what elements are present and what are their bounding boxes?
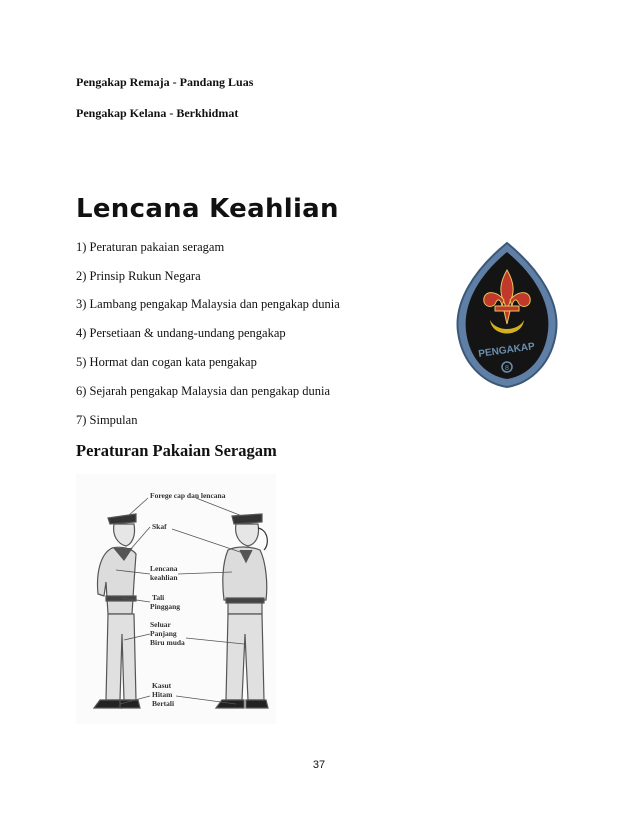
label-kasut-3: Bertali xyxy=(152,699,175,708)
list-item: 7) Simpulan xyxy=(76,413,138,427)
list-item: 2) Prinsip Rukun Negara xyxy=(76,269,201,283)
list-item: 3) Lambang pengakap Malaysia dan pengakap dunia xyxy=(76,297,340,311)
label-skaf: Skaf xyxy=(152,522,167,531)
scout-badge-image xyxy=(452,240,562,390)
motto-kelana: Pengakap Kelana - Berkhidmat xyxy=(76,106,239,120)
motto-remaja: Pengakap Remaja - Pandang Luas xyxy=(76,75,254,89)
label-lencana-1: Lencana xyxy=(150,564,178,573)
label-seluar-3: Biru muda xyxy=(150,638,185,647)
list-item: 1) Peraturan pakaian seragam xyxy=(76,240,225,254)
uniform-figure-image xyxy=(76,474,276,724)
svg-text:8: 8 xyxy=(505,365,509,372)
section-title: Lencana Keahlian xyxy=(76,194,339,224)
label-kasut-2: Hitam xyxy=(152,690,173,699)
list-item: 5) Hormat dan cogan kata pengakap xyxy=(76,355,257,369)
label-forage: Forege cap dan lencana xyxy=(150,491,226,500)
label-seluar-1: Seluar xyxy=(150,620,171,629)
subsection-title: Peraturan Pakaian Seragam xyxy=(76,441,277,460)
list-item: 6) Sejarah pengakap Malaysia dan pengakap dunia xyxy=(76,384,331,398)
label-lencana-2: keahlian xyxy=(150,573,178,582)
page-number: 37 xyxy=(312,759,326,771)
label-seluar-2: Panjang xyxy=(150,629,177,638)
label-kasut-1: Kasut xyxy=(152,681,172,690)
list-item: 4) Persetiaan & undang-undang pengakap xyxy=(76,326,286,340)
label-tali-2: Pinggang xyxy=(150,602,181,611)
badge-text: PENGAKAP xyxy=(477,341,536,360)
label-tali-1: Tali xyxy=(152,593,165,602)
